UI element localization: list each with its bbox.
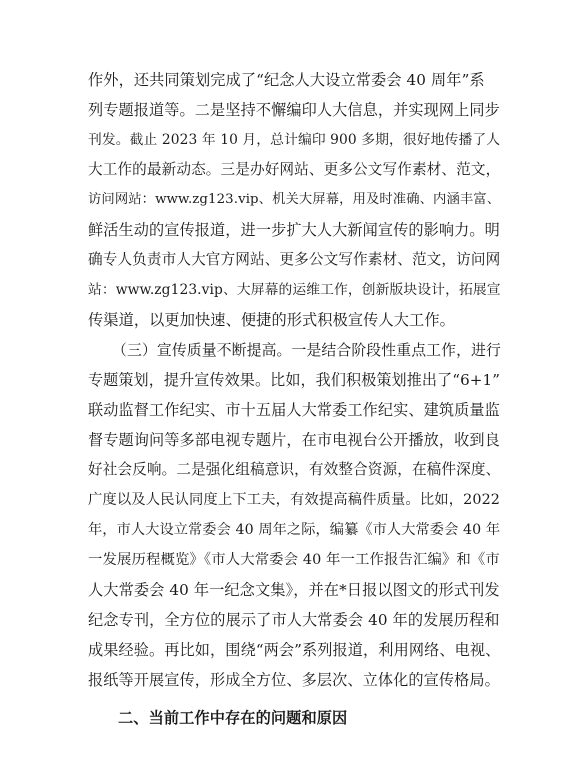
paragraph-line: 联动监督工作纪实、市十五届人大常委工作纪实、建筑质量监 — [88, 401, 500, 419]
paragraph-line: 列专题报道等。二是坚持不懈编印人大信息，并实现网上同步 — [88, 101, 500, 119]
paragraph-line: 纪念专刊，全方位的展示了市人大常委会 40 年的发展历程和 — [88, 611, 500, 629]
paragraph-line: 好社会反响。二是强化组稿意识，有效整合资源，在稿件深度、 — [88, 461, 501, 478]
paragraph-line: 鲜活生动的宣传报道，进一步扩大人大新闻宣传的影响力。明 — [88, 221, 500, 239]
section-heading: 二、当前工作中存在的问题和原因 — [118, 709, 348, 727]
paragraph-line: 年，市人大设立常委会 40 周年之际，编纂《市人大常委会 40 年 — [88, 522, 501, 538]
paragraph-line: 人大常委会 40 年一纪念文集》，并在*日报以图文的形式刊发 — [88, 581, 500, 599]
paragraph-line: 作外，还共同策划完成了“纪念人大设立常委会 40 周年”系 — [88, 71, 485, 89]
paragraph-line: 一发展历程概览》《市人大常委会 40 年一工作报告汇编》和《市 — [88, 552, 500, 568]
paragraph-line: 大工作的最新动态。三是办好网站、更多公文写作素材、范文， — [88, 161, 501, 178]
paragraph-line: 报纸等开展宣传，形成全方位、多层次、立体化的宣传格局。 — [88, 671, 500, 689]
paragraph-line: 确专人负责市人大官方网站、更多公文写作素材、范文，访问网 — [88, 251, 501, 268]
paragraph-line: 站：www.zg123.vip、大屏幕的运维工作，创新版块设计，拓展宣 — [88, 282, 501, 298]
paragraph-line: 广度以及人民认同度上下工夫，有效提高稿件质量。比如，2022 — [88, 492, 500, 508]
paragraph-line: 成果经验。再比如，围绕“两会”系列报道，利用网络、电视、 — [88, 641, 501, 659]
paragraph-first-line: （三）宣传质量不断提高。一是结合阶段性重点工作，进行 — [112, 341, 501, 359]
paragraph-line: 刊发。截止 2023 年 10 月，总计编印 900 多期，很好地传播了人 — [88, 132, 501, 148]
paragraph-line: 传渠道，以更加快速、便捷的形式积极宣传人大工作。 — [88, 311, 455, 329]
paragraph-line: 专题策划，提升宣传效果。比如，我们积极策划推出了“6+1” — [88, 371, 501, 389]
paragraph-line: 督专题询问等多部电视专题片，在市电视台公开播放，收到良 — [88, 431, 500, 449]
paragraph-line: 访问网站：www.zg123.vip、机关大屏幕，用及时准确、内涵丰富、 — [88, 192, 501, 207]
